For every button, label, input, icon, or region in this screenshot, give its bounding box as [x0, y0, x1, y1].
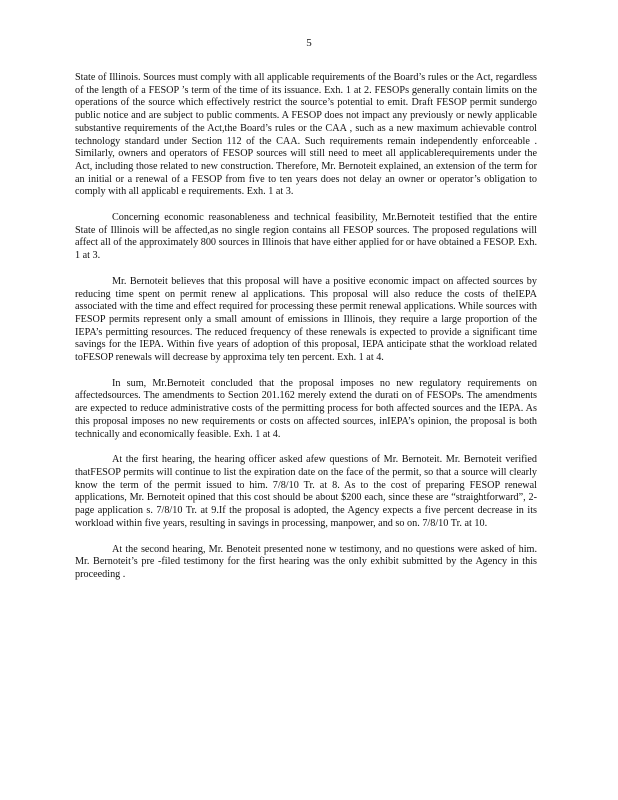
paragraph: At the first hearing, the hearing officer asked afew questions of Mr. Bernoteit. Mr. Bernoteit verified thatFESOP permits will continue to list the expiration date on the face of the permit, so that a source will clearly know the term of the permit issued to him. 7/8/10 Tr. at 8. As to the cost of preparing FESOP renewal applications, Mr. Bernoteit opined that this cost should be about $200 each, since these are “straightforward”, 2-page application s. 7/8/10 Tr. at 9.If the proposal is adopted, the Agency expects a five percent decrease in its workload within five years, resulting in savings in processing, manpower, and so on. 7/8/10 Tr. at 10.	[75, 454, 537, 529]
paragraph: Concerning economic reasonableness and technical feasibility, Mr.Bernoteit testified that the entire State of Illinois will be affected,as no single region contains all FESOP sources. The proposed regulations will affect all of the approximately 800 sources in Illinois that have either applied for or have obtained a FESOP. Exh. 1 at 3.	[75, 212, 537, 262]
paragraph: State of Illinois. Sources must comply with all applicable requirements of the Board’s rules or the Act, regardless of the length of a FESOP ’s term of the time of its issuance. Exh. 1 at 2. FESOPs generally contain limits on the operations of the source which effectively restrict the source’s potential to emit. Draft FESOP permit sundergo public notice and are subject to public comments. A FESOP does not impact any previously or newly applicable substantive requirements of the Act,the Board’s rules or the CAA , such as a new maximum achievable control technology standard under Section 112 of the CAA. Such requirements remain independently enforceable . Similarly, owners and operators of FESOP sources will still need to meet all applicablerequirements under the Act, including those related to new construction. Therefore, Mr. Bernoteit explained, an extension of the term for an initial or a renewal of a FESOP from five to ten years does not delay an owner or operator’s obligation to comply with all applicabl e requirements. Exh. 1 at 3.	[75, 72, 537, 198]
paragraph: In sum, Mr.Bernoteit concluded that the proposal imposes no new regulatory requirements on affectedsources. The amendments to Section 201.162 merely extend the durati on of FESOPs. The amendments are expected to reduce administrative costs of the permitting process for both affected sources and the IEPA. As this proposal imposes no new requirements or costs on affected sources, inIEPA’s opinion, the proposal is both technically and economically feasible. Exh. 1 at 4.	[75, 377, 537, 440]
page-number: 5	[306, 37, 312, 49]
paragraph: Mr. Bernoteit believes that this proposal will have a positive economic impact on affected sources by reducing time spent on permit renew al applications. This proposal will also reduce the costs of theIEPA associated with the time and effect required for processing these permit renewal applications. While sources with FESOP permits represent only a small amount of emissions in Illinois, they require a large proportion of the IEPA’s permitting resources. The reduced frequency of these renewals is expected to provide a significant time savings for the IEPA. Within five years of adoption of this proposal, IEPA anticipate sthat the workload related toFESOP renewals will decrease by approxima tely ten percent. Exh. 1 at 4.	[75, 275, 537, 364]
paragraph: At the second hearing, Mr. Benoteit presented none w testimony, and no questions were asked of him. Mr. Bernoteit’s pre -filed testimony for the first hearing was the only exhibit submitted by the Agency in this proceeding .	[75, 543, 537, 580]
body-text	[75, 72, 537, 595]
